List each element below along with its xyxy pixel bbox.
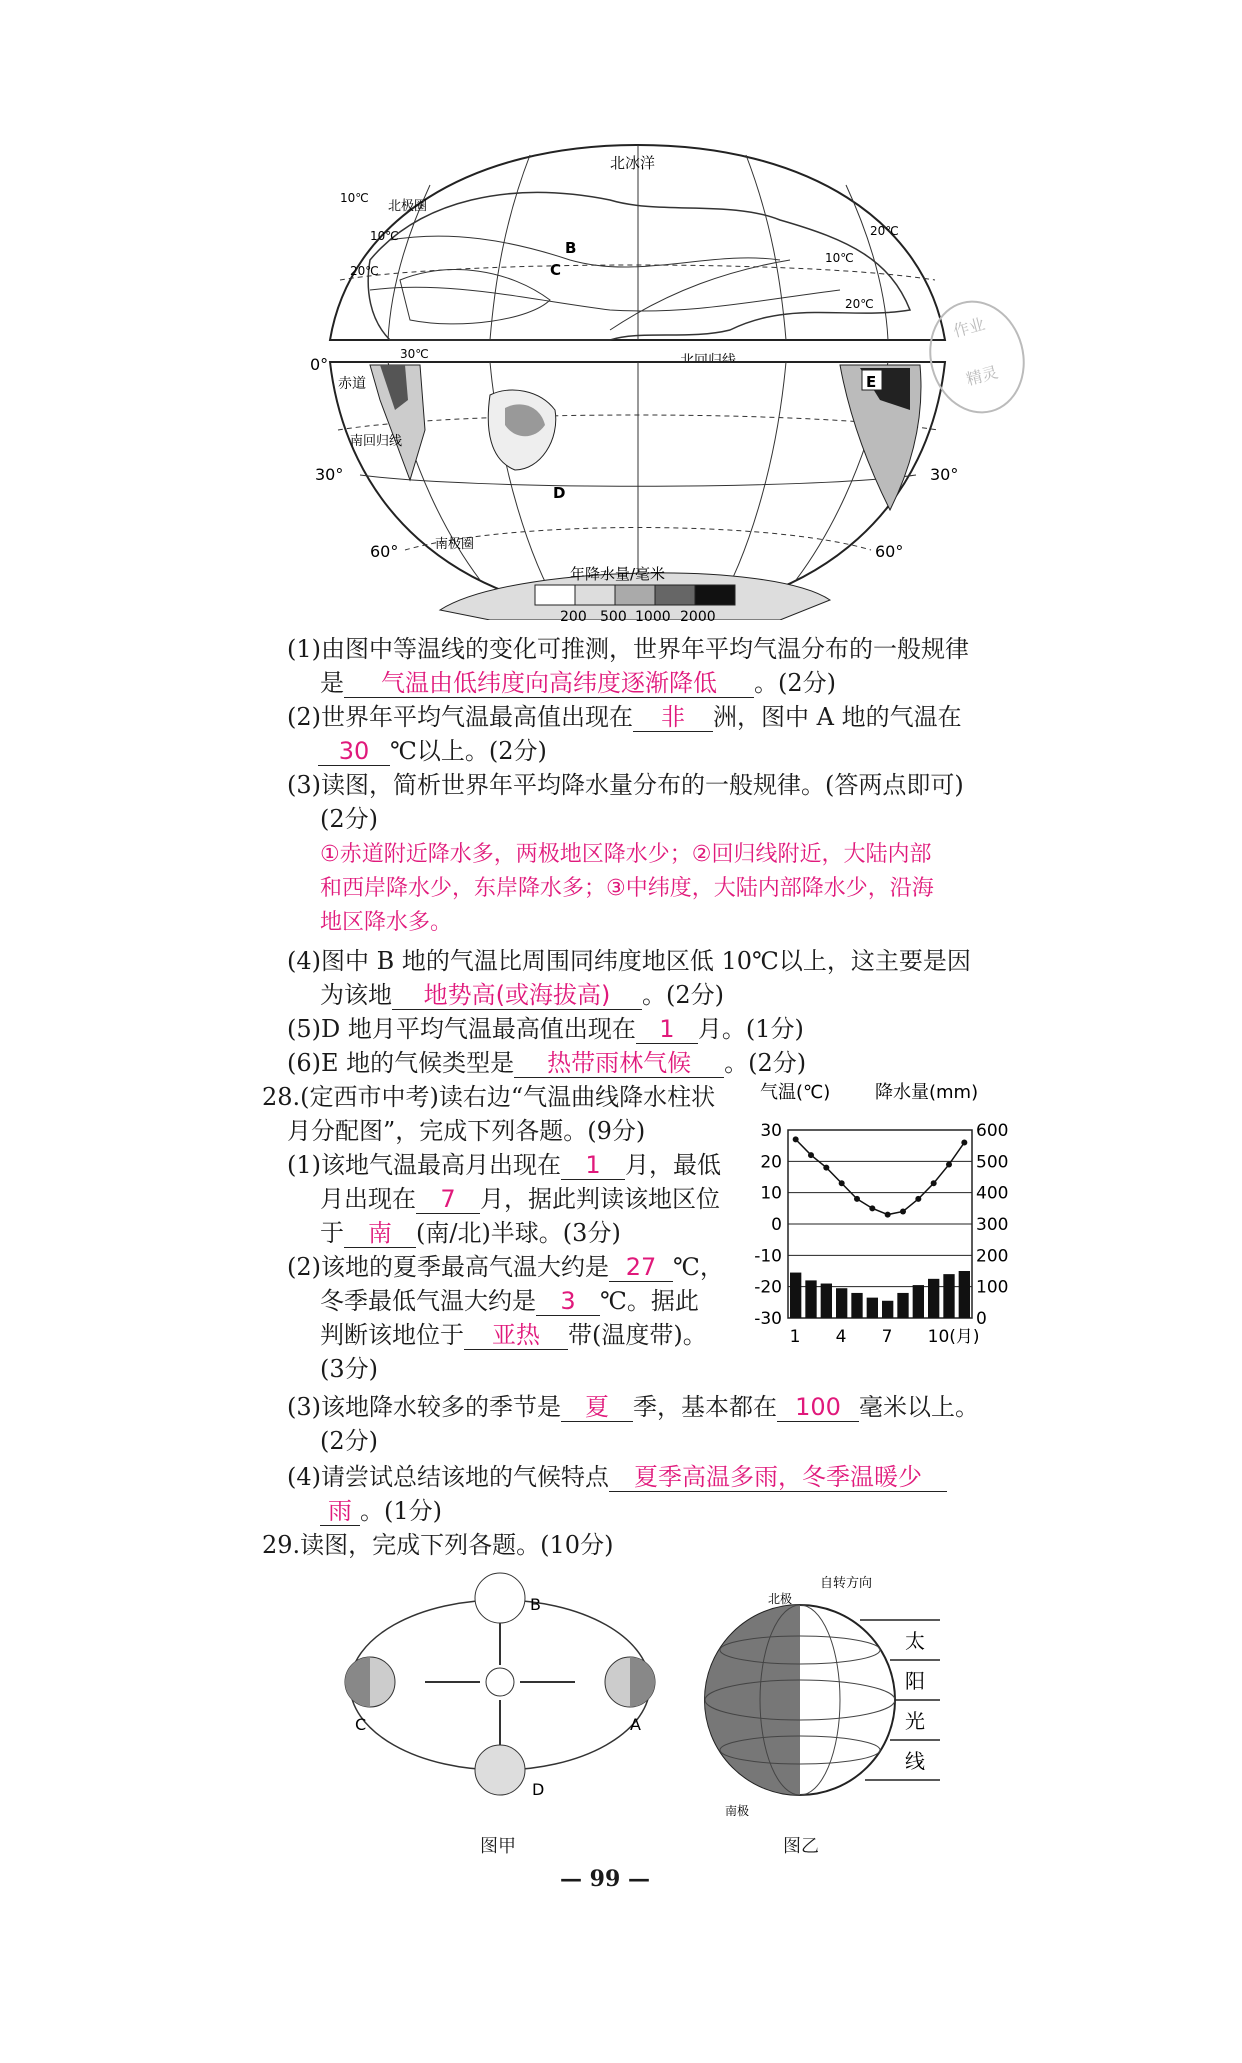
chart-ylabel-right: 降水量(mm): [875, 1082, 979, 1103]
temperature-point: [885, 1212, 891, 1218]
page-number: 99: [589, 1866, 621, 1892]
isotherm-label: 10℃: [370, 229, 399, 243]
text: 月，据此判读该地区位: [480, 1185, 720, 1213]
text: (1)该地气温最高月出现在: [287, 1151, 561, 1179]
temperature-point: [839, 1180, 845, 1186]
label-equator: 赤道: [338, 376, 366, 392]
answer-blank[interactable]: 夏: [561, 1393, 633, 1422]
precipitation-bar: [882, 1301, 893, 1318]
text: 于: [320, 1219, 344, 1247]
precipitation-bar: [943, 1274, 954, 1318]
chart-tick-right: 400: [976, 1183, 1009, 1204]
label-60-deg-left: 60°: [370, 542, 399, 561]
chart-tick-left: -30: [754, 1309, 782, 1329]
label-30-deg-left: 30°: [315, 465, 344, 484]
q28-s2d: (3分): [320, 1355, 378, 1383]
chart-tick-right: 500: [976, 1152, 1009, 1173]
figure-yi-rotation: [690, 1565, 950, 1825]
q28-s3: [287, 1390, 979, 1424]
precipitation-bar: [805, 1280, 816, 1318]
fig-a-caption: 图甲: [480, 1836, 516, 1857]
fig-a-label-a: A: [630, 1715, 641, 1734]
answer-blank[interactable]: 非: [633, 703, 713, 732]
point-c: C: [550, 261, 562, 279]
sunlight-label-3: 光: [905, 1709, 925, 1733]
isotherm-label: 20℃: [870, 224, 899, 238]
q27-p1a: (1)由图中等温线的变化可推测，世界年平均气温分布的一般规律: [287, 635, 969, 663]
q27-p6: [287, 1046, 806, 1080]
answer-blank[interactable]: 27: [609, 1253, 673, 1282]
q27-p3-answer-2: 和西岸降水少，东岸降水多；③中纬度，大陆内部降水少，沿海: [320, 876, 934, 901]
label-60-deg-right: 60°: [875, 542, 904, 561]
chart-tick-x: 1: [789, 1327, 801, 1347]
q28-s2c: [320, 1318, 707, 1352]
q28-s2a: [287, 1250, 724, 1284]
answer-blank[interactable]: 南: [344, 1219, 416, 1248]
text: ℃。据此: [600, 1287, 699, 1315]
point-e: E: [866, 373, 877, 391]
temperature-point: [961, 1140, 967, 1146]
isotherm-label: 20℃: [350, 264, 379, 278]
chart-tick-right: 100: [976, 1277, 1009, 1298]
answer-blank[interactable]: 热带雨林气候: [514, 1049, 724, 1078]
q27-p2b: [318, 734, 547, 768]
point-d: D: [553, 484, 566, 502]
q27-p3a: (3)读图，简析世界年平均降水量分布的一般规律。(答两点即可): [287, 771, 964, 799]
q27-p4b: [320, 978, 724, 1012]
text: 是: [320, 669, 344, 697]
text: 。(2分): [642, 981, 724, 1009]
text: 月。(1分): [697, 1015, 804, 1043]
temperature-point: [869, 1205, 875, 1211]
answer-blank[interactable]: 夏季高温多雨，冬季温暖少: [609, 1463, 947, 1492]
precipitation-bar: [790, 1273, 801, 1318]
isotherm-label: 20℃: [845, 297, 874, 311]
legend-tick: 500: [600, 609, 627, 625]
answer-blank[interactable]: 1: [636, 1015, 698, 1044]
label-30-deg-right: 30°: [930, 465, 959, 484]
chart-ylabel-left: 气温(℃): [760, 1082, 831, 1103]
precipitation-legend: [530, 565, 750, 625]
legend-tick: 2000: [680, 609, 716, 625]
world-climate-map: [310, 140, 965, 620]
watermark-top: 作业: [951, 314, 988, 341]
q29-title: 29.读图，完成下列各题。(10分): [262, 1531, 614, 1559]
text: 为该地: [320, 981, 392, 1009]
answer-blank[interactable]: 100: [777, 1393, 859, 1422]
point-b: B: [565, 239, 577, 257]
text: ℃，: [673, 1253, 724, 1281]
chart-tick-right: 0: [976, 1309, 987, 1329]
text: (2)该地的夏季最高气温大约是: [287, 1253, 609, 1281]
chart-tick-right: 600: [976, 1121, 1009, 1141]
chart-tick-left: -10: [754, 1246, 782, 1267]
answer-blank[interactable]: 气温由低纬度向高纬度逐渐降低: [344, 669, 754, 698]
chart-tick-x: 7: [881, 1327, 893, 1347]
map-label-arctic-circle: 北极圈: [388, 199, 428, 214]
temperature-point: [793, 1136, 799, 1142]
precipitation-bar: [836, 1288, 847, 1318]
isotherm-label: 30℃: [400, 347, 429, 361]
legend-tick: 1000: [635, 609, 671, 625]
chart-tick-left: 20: [760, 1152, 782, 1173]
map-label-arctic-ocean: 北冰洋: [610, 154, 656, 172]
q27-p5: [287, 1012, 804, 1046]
chart-tick-x: 4: [835, 1327, 847, 1347]
precipitation-bar: [867, 1298, 878, 1318]
q28-s4: [287, 1460, 947, 1494]
precipitation-bar: [821, 1284, 832, 1318]
legend-title: 年降水量/毫米: [570, 565, 666, 583]
watermark-bottom: 精灵: [964, 362, 1000, 390]
q28-s1c: [320, 1216, 621, 1250]
climate-chart: [750, 1078, 1020, 1356]
label-0-deg: 0°: [310, 355, 329, 374]
text: (2)世界年平均气温最高值出现在: [287, 703, 633, 731]
text: ℃以上。(2分): [390, 737, 547, 765]
label-antarctic-circle: 南极圈: [435, 537, 475, 552]
temperature-point: [823, 1165, 829, 1171]
fig-b-caption: 图乙: [783, 1836, 819, 1857]
rotation-direction-label: 自转方向: [820, 1576, 873, 1591]
south-pole-label: 南极: [725, 1804, 750, 1818]
fig-a-label-d: D: [532, 1780, 545, 1799]
isotherm-label: 10℃: [340, 191, 369, 205]
answer-blank[interactable]: 雨: [320, 1497, 360, 1526]
sunlight-label-2: 阳: [905, 1669, 925, 1693]
chart-tick-left: -20: [754, 1277, 782, 1298]
chart-tick-x: 10(月): [927, 1327, 980, 1347]
q27-p3-answer-3: 地区降水多。: [320, 910, 453, 935]
text: 洲，图中 A 地的气温在: [713, 703, 962, 731]
figure-jia-revolution: [330, 1570, 670, 1820]
chart-tick-left: 10: [760, 1183, 782, 1204]
legend-tick: 200: [560, 609, 587, 625]
temperature-line: [796, 1139, 965, 1214]
temperature-point: [915, 1196, 921, 1202]
precipitation-bar: [928, 1279, 939, 1318]
q28-s3b: (2分): [320, 1427, 378, 1455]
fig-a-label-c: C: [355, 1715, 367, 1734]
text: (6)E 地的气候类型是: [287, 1049, 515, 1077]
text: 月，最低: [625, 1151, 721, 1179]
q27-p1b: [320, 666, 836, 700]
chart-tick-left: 30: [760, 1121, 782, 1141]
q27-p3b: (2分): [320, 805, 378, 833]
north-pole-label: 北极: [768, 1592, 793, 1606]
text: (5)D 地月平均气温最高值出现在: [287, 1015, 636, 1043]
temperature-point: [808, 1152, 814, 1158]
answer-blank[interactable]: 7: [416, 1185, 480, 1214]
q28-s2b: [320, 1284, 699, 1318]
q28-s1a: [287, 1148, 721, 1182]
label-tropic-capricorn: 南回归线: [350, 434, 403, 449]
page-number-wrap: — 99 —: [560, 1866, 650, 1892]
answer-blank[interactable]: 地势高(或海拔高): [392, 981, 642, 1010]
answer-blank[interactable]: 1: [561, 1151, 625, 1180]
chart-tick-left: 0: [771, 1215, 782, 1235]
answer-blank[interactable]: 30: [318, 737, 390, 766]
precipitation-bar: [913, 1285, 924, 1318]
text: 月出现在: [320, 1185, 416, 1213]
answer-blank[interactable]: 3: [536, 1287, 600, 1316]
text: (3)该地降水较多的季节是: [287, 1393, 561, 1421]
sunlight-label-1: 太: [905, 1629, 925, 1653]
q28-s4b: [320, 1494, 442, 1528]
precipitation-bar: [851, 1293, 862, 1318]
text: 。(1分): [360, 1497, 442, 1525]
temperature-point: [946, 1161, 952, 1167]
sunlight-label-4: 线: [905, 1749, 925, 1773]
q27-p3-answer-1: ①赤道附近降水多，两极地区降水少；②回归线附近，大陆内部: [320, 842, 932, 867]
isotherm-label: 10℃: [825, 251, 854, 265]
text: 毫米以上。: [859, 1393, 979, 1421]
answer-blank[interactable]: 亚热: [464, 1321, 568, 1350]
text: 冬季最低气温大约是: [320, 1287, 536, 1315]
q28-s1b: [320, 1182, 720, 1216]
chart-tick-right: 200: [976, 1246, 1009, 1267]
text: 带(温度带)。: [568, 1321, 707, 1349]
q28-l1: 28.(定西市中考)读右边“气温曲线降水柱状: [262, 1083, 716, 1111]
q28-l2: 月分配图”，完成下列各题。(9分): [287, 1117, 646, 1145]
text: (4)请尝试总结该地的气候特点: [287, 1463, 609, 1491]
precipitation-bar: [897, 1293, 908, 1318]
q27-p2a: [287, 700, 962, 734]
temperature-point: [854, 1196, 860, 1202]
text: 判断该地位于: [320, 1321, 464, 1349]
text: (南/北)半球。(3分): [416, 1219, 621, 1247]
temperature-point: [931, 1180, 937, 1186]
q27-p4a: (4)图中 B 地的气温比周围同纬度地区低 10℃以上，这主要是因: [287, 947, 971, 975]
temperature-point: [900, 1208, 906, 1214]
text: 。(2分): [754, 669, 836, 697]
chart-tick-right: 300: [976, 1215, 1009, 1235]
precipitation-bar: [959, 1271, 970, 1318]
text: 季，基本都在: [633, 1393, 777, 1421]
fig-a-label-b: B: [530, 1595, 541, 1614]
text: 。(2分): [724, 1049, 807, 1077]
